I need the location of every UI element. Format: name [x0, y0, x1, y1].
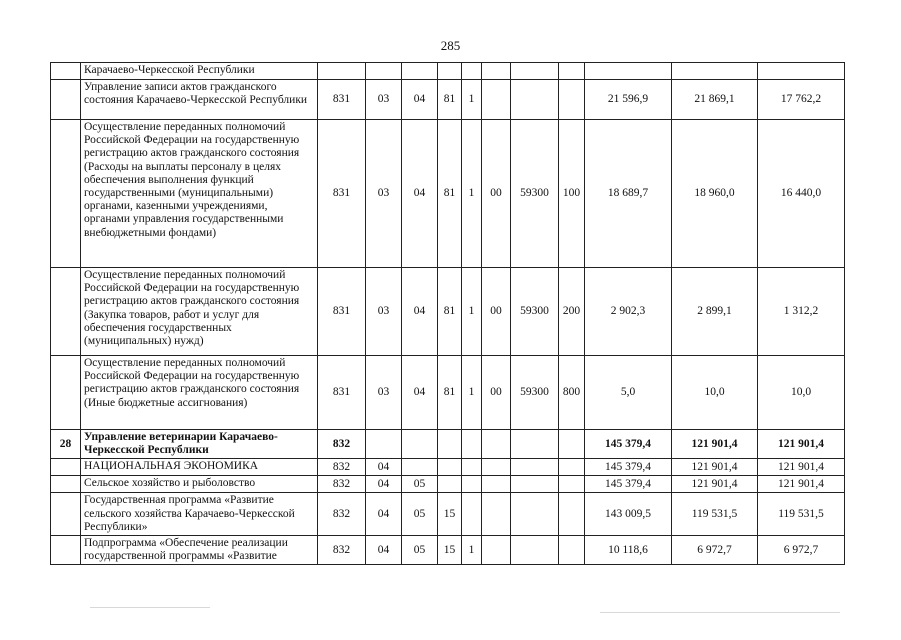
cell-name: Управление ветеринарии Карачаево-Черкесской Республики	[81, 430, 318, 459]
cell-name: НАЦИОНАЛЬНАЯ ЭКОНОМИКА	[81, 459, 318, 476]
cell-rz: 04	[366, 476, 402, 493]
cell-vr	[559, 80, 585, 120]
cell-p4	[511, 430, 559, 459]
table-row	[51, 63, 845, 80]
cell-pr	[402, 63, 438, 80]
cell-v1: 145 379,4	[585, 476, 672, 493]
page-number: 285	[440, 38, 461, 53]
cell-p4: 59300	[511, 120, 559, 268]
cell-pr	[402, 459, 438, 476]
cell-p2	[462, 459, 482, 476]
cell-rz: 04	[366, 493, 402, 536]
cell-p3	[482, 493, 511, 536]
cell-p1	[438, 63, 462, 80]
cell-vr: 100	[559, 120, 585, 268]
cell-p2: 1	[462, 268, 482, 356]
cell-p2: 1	[462, 80, 482, 120]
cell-p2: 1	[462, 120, 482, 268]
cell-vr	[559, 63, 585, 80]
table-row	[51, 493, 845, 536]
cell-p1	[438, 459, 462, 476]
cell-no	[51, 536, 81, 565]
cell-v1: 5,0	[585, 356, 672, 430]
cell-v3: 17 762,2	[758, 80, 845, 120]
cell-v1: 21 596,9	[585, 80, 672, 120]
cell-v1	[585, 63, 672, 80]
cell-p4	[511, 536, 559, 565]
cell-v2: 10,0	[672, 356, 758, 430]
cell-p4: 59300	[511, 268, 559, 356]
cell-p3: 00	[482, 356, 511, 430]
cell-vr	[559, 430, 585, 459]
cell-v2: 121 901,4	[672, 476, 758, 493]
cell-rz: 03	[366, 268, 402, 356]
cell-p2: 1	[462, 536, 482, 565]
cell-pr: 05	[402, 493, 438, 536]
cell-p1: 15	[438, 493, 462, 536]
cell-name: Государственная программа «Развитие сельского хозяйства Карачаево-Черкесской Республики»	[81, 493, 318, 536]
cell-p1: 81	[438, 356, 462, 430]
cell-v2: 2 899,1	[672, 268, 758, 356]
cell-vr: 800	[559, 356, 585, 430]
cell-p3	[482, 459, 511, 476]
cell-p1: 81	[438, 120, 462, 268]
cell-p2	[462, 493, 482, 536]
cell-v2	[672, 63, 758, 80]
cell-p1	[438, 476, 462, 493]
cell-v3: 1 312,2	[758, 268, 845, 356]
cell-adm: 831	[318, 120, 366, 268]
cell-p3	[482, 63, 511, 80]
cell-vr: 200	[559, 268, 585, 356]
cell-p3	[482, 430, 511, 459]
cell-v2: 6 972,7	[672, 536, 758, 565]
cell-vr	[559, 476, 585, 493]
cell-v3: 16 440,0	[758, 120, 845, 268]
cell-p4: 59300	[511, 356, 559, 430]
cell-adm: 831	[318, 80, 366, 120]
cell-no	[51, 459, 81, 476]
cell-p2: 1	[462, 356, 482, 430]
cell-p3: 00	[482, 268, 511, 356]
cell-v1: 145 379,4	[585, 430, 672, 459]
cell-p4	[511, 476, 559, 493]
cell-adm	[318, 63, 366, 80]
cell-p4	[511, 459, 559, 476]
cell-v3: 10,0	[758, 356, 845, 430]
cell-rz: 03	[366, 356, 402, 430]
cell-adm: 832	[318, 476, 366, 493]
cell-no	[51, 120, 81, 268]
cell-rz	[366, 63, 402, 80]
cell-name: Карачаево-Черкесской Республики	[81, 63, 318, 80]
cell-rz: 03	[366, 120, 402, 268]
cell-p4	[511, 63, 559, 80]
cell-pr: 04	[402, 80, 438, 120]
cell-v1: 10 118,6	[585, 536, 672, 565]
cell-rz: 04	[366, 459, 402, 476]
cell-v2: 119 531,5	[672, 493, 758, 536]
cell-v3: 121 901,4	[758, 459, 845, 476]
cell-pr: 05	[402, 476, 438, 493]
cell-no	[51, 493, 81, 536]
cell-name: Сельское хозяйство и рыболовство	[81, 476, 318, 493]
cell-v1: 145 379,4	[585, 459, 672, 476]
cell-rz: 04	[366, 536, 402, 565]
cell-vr	[559, 459, 585, 476]
cell-v3	[758, 63, 845, 80]
scan-artifact-line	[90, 607, 210, 608]
cell-p1: 81	[438, 80, 462, 120]
cell-pr: 04	[402, 356, 438, 430]
cell-p4	[511, 80, 559, 120]
cell-no	[51, 80, 81, 120]
cell-p4	[511, 493, 559, 536]
cell-pr	[402, 430, 438, 459]
cell-v3: 121 901,4	[758, 476, 845, 493]
cell-no	[51, 63, 81, 80]
cell-v3: 121 901,4	[758, 430, 845, 459]
cell-v2: 121 901,4	[672, 430, 758, 459]
cell-pr: 04	[402, 268, 438, 356]
table-row	[51, 536, 845, 565]
cell-name: Управление записи актов гражданского состояния Карачаево-Черкесской Республики	[81, 80, 318, 120]
cell-vr	[559, 536, 585, 565]
table-row	[51, 268, 845, 356]
cell-p3	[482, 80, 511, 120]
cell-rz	[366, 430, 402, 459]
cell-pr: 05	[402, 536, 438, 565]
cell-pr: 04	[402, 120, 438, 268]
cell-vr	[559, 493, 585, 536]
cell-p2	[462, 63, 482, 80]
cell-rz: 03	[366, 80, 402, 120]
table-row	[51, 476, 845, 493]
cell-v3: 6 972,7	[758, 536, 845, 565]
cell-v2: 121 901,4	[672, 459, 758, 476]
cell-v2: 21 869,1	[672, 80, 758, 120]
cell-adm: 832	[318, 493, 366, 536]
cell-v1: 143 009,5	[585, 493, 672, 536]
cell-adm: 831	[318, 268, 366, 356]
cell-p3	[482, 476, 511, 493]
table-row	[51, 356, 845, 430]
cell-name: Осуществление переданных полномочий Российской Федерации на государственную регистрацию актов гражданского состояния (Закупка товаров, работ и услуг для обеспечения государственных (муниципальных) нужд)	[81, 268, 318, 356]
cell-p2	[462, 476, 482, 493]
cell-no: 28	[51, 430, 81, 459]
scan-artifact-line	[600, 612, 840, 613]
table-row	[51, 80, 845, 120]
cell-v2: 18 960,0	[672, 120, 758, 268]
table-row	[51, 459, 845, 476]
cell-v1: 18 689,7	[585, 120, 672, 268]
cell-p2	[462, 430, 482, 459]
budget-table	[50, 62, 845, 565]
cell-adm: 832	[318, 536, 366, 565]
cell-name: Подпрограмма «Обеспечение реализации государственной программы «Развитие	[81, 536, 318, 565]
cell-name: Осуществление переданных полномочий Российской Федерации на государственную регистрацию актов гражданского состояния (Иные бюджетные ассигнования)	[81, 356, 318, 430]
cell-p3: 00	[482, 120, 511, 268]
cell-no	[51, 476, 81, 493]
table-row	[51, 430, 845, 459]
cell-adm: 832	[318, 430, 366, 459]
cell-adm: 831	[318, 356, 366, 430]
cell-p3	[482, 536, 511, 565]
cell-p1: 81	[438, 268, 462, 356]
cell-p1	[438, 430, 462, 459]
cell-v1: 2 902,3	[585, 268, 672, 356]
cell-name: Осуществление переданных полномочий Российской Федерации на государственную регистрацию актов гражданского состояния (Расходы на выплаты персоналу в целях обеспечения выполнения функций государственными (муниципальными) органами, казенными учреждениями, органами управления государственными внебюджетными фондами)	[81, 120, 318, 268]
cell-p1: 15	[438, 536, 462, 565]
cell-v3: 119 531,5	[758, 493, 845, 536]
cell-adm: 832	[318, 459, 366, 476]
table-row	[51, 120, 845, 268]
cell-no	[51, 356, 81, 430]
cell-no	[51, 268, 81, 356]
